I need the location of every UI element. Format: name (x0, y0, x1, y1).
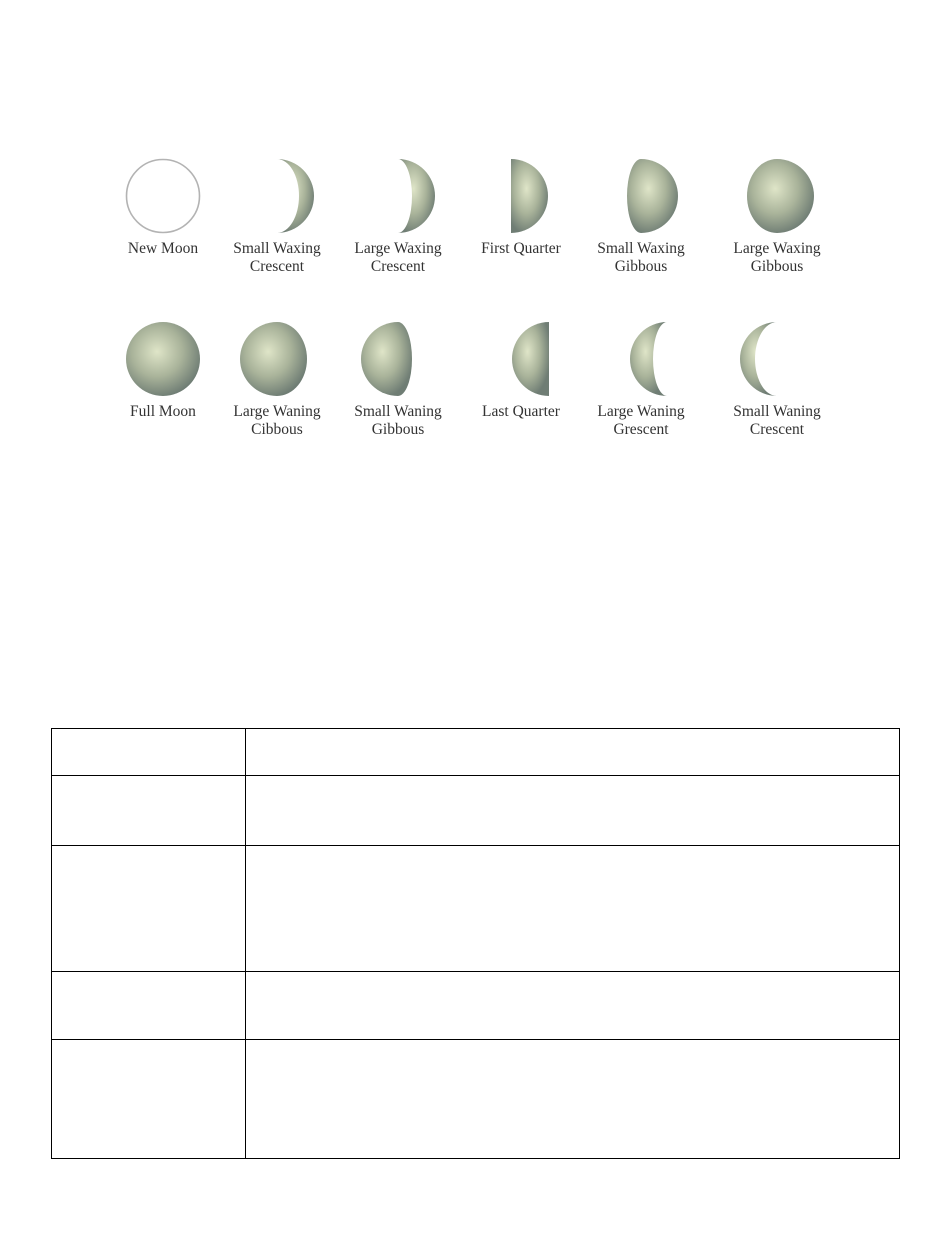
phase-label: Full Moon (130, 403, 196, 420)
table-cell (52, 972, 246, 1040)
table-cell (246, 972, 900, 1040)
table-cell (52, 1040, 246, 1159)
table-cell (52, 729, 246, 776)
phase-small-waxing-crescent (212, 158, 342, 275)
phase-full-moon (98, 321, 228, 421)
phase-label: Last Quarter (482, 403, 560, 420)
table-row (52, 729, 900, 776)
phase-large-waning-gibbous (212, 321, 342, 438)
new-moon-icon (125, 158, 201, 234)
phase-label: Large Waning Grescent (597, 403, 685, 438)
phase-label: Small Waxing Crescent (233, 240, 321, 275)
phase-label: Large Waning Cibbous (233, 403, 321, 438)
table-row (52, 846, 900, 972)
table-row (52, 972, 900, 1040)
full-moon-icon (125, 321, 201, 397)
large-waning-gibbous-icon (239, 321, 315, 397)
table-cell (246, 729, 900, 776)
table-row (52, 776, 900, 846)
phase-last-quarter (456, 321, 586, 421)
phase-first-quarter (456, 158, 586, 258)
phase-small-waxing-gibbous (576, 158, 706, 275)
phase-large-waxing-crescent (333, 158, 463, 275)
phase-small-waning-gibbous (333, 321, 463, 438)
table-cell (246, 1040, 900, 1159)
phase-large-waning-crescent (576, 321, 706, 438)
phase-label: Large Waxing Gibbous (733, 240, 821, 275)
small-waning-gibbous-icon (360, 321, 436, 397)
phase-label: Large Waxing Crescent (354, 240, 442, 275)
large-waning-crescent-icon (603, 321, 679, 397)
large-waxing-gibbous-icon (739, 158, 815, 234)
phase-label: Small Waxing Gibbous (597, 240, 685, 275)
table-row (52, 1040, 900, 1159)
small-waning-crescent-icon (739, 321, 815, 397)
worksheet-table (51, 728, 900, 1159)
phase-label: Small Waning Crescent (733, 403, 821, 438)
phase-large-waxing-gibbous (712, 158, 842, 275)
table-cell (52, 846, 246, 972)
table-cell (52, 776, 246, 846)
table-cell (246, 846, 900, 972)
phase-label: New Moon (127, 240, 199, 257)
phase-small-waning-crescent (712, 321, 842, 438)
table-cell (246, 776, 900, 846)
phase-new-moon (98, 158, 228, 258)
small-waxing-gibbous-icon (603, 158, 679, 234)
small-waxing-crescent-icon (239, 158, 315, 234)
first-quarter-icon (483, 158, 559, 234)
last-quarter-icon (483, 321, 559, 397)
phase-label: First Quarter (481, 240, 561, 257)
large-waxing-crescent-icon (360, 158, 436, 234)
phase-label: Small Waning Gibbous (354, 403, 442, 438)
